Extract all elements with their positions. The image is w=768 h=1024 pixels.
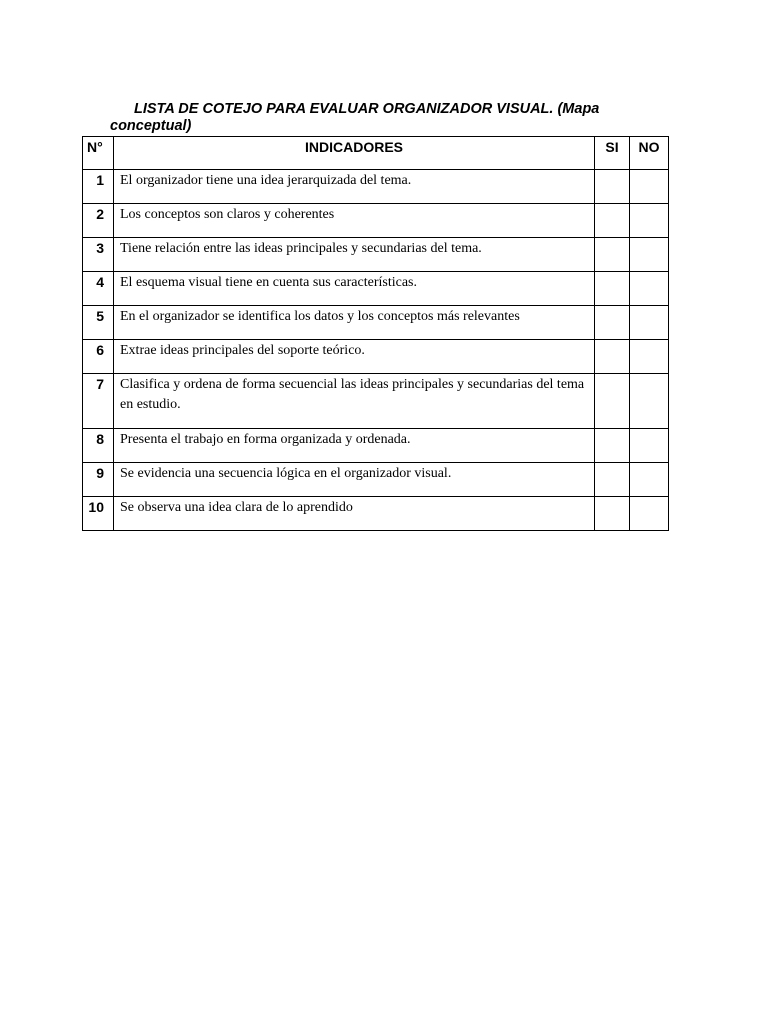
yes-checkbox-cell[interactable]: [595, 429, 630, 463]
table-row: [83, 463, 669, 497]
no-checkbox-cell[interactable]: [630, 497, 669, 531]
header-number: N°: [83, 137, 114, 170]
yes-checkbox-cell[interactable]: [595, 272, 630, 306]
row-number: 8: [83, 429, 114, 463]
no-checkbox-cell[interactable]: [630, 463, 669, 497]
table-row: [83, 170, 669, 204]
no-checkbox-cell[interactable]: [630, 204, 669, 238]
yes-checkbox-cell[interactable]: [595, 204, 630, 238]
row-number: 6: [83, 340, 114, 374]
row-indicator: Presenta el trabajo en forma organizada y ordenada.: [114, 429, 595, 463]
row-indicator: En el organizador se identifica los datos y los conceptos más relevantes: [114, 306, 595, 340]
table-row: [83, 374, 669, 429]
table-row: [83, 306, 669, 340]
table-row: [83, 340, 669, 374]
row-number: 3: [83, 238, 114, 272]
no-checkbox-cell[interactable]: [630, 306, 669, 340]
checklist-table: [82, 136, 669, 531]
table-row: [83, 429, 669, 463]
row-indicator: Se observa una idea clara de lo aprendido: [114, 497, 595, 531]
no-checkbox-cell[interactable]: [630, 170, 669, 204]
no-checkbox-cell[interactable]: [630, 374, 669, 429]
yes-checkbox-cell[interactable]: [595, 374, 630, 429]
header-no: NO: [630, 137, 669, 170]
yes-checkbox-cell[interactable]: [595, 238, 630, 272]
yes-checkbox-cell[interactable]: [595, 170, 630, 204]
row-number: 10: [83, 497, 114, 531]
document-title: LISTA DE COTEJO PARA EVALUAR ORGANIZADOR VISUAL. (Mapa conceptual): [110, 101, 600, 134]
header-yes: SI: [595, 137, 630, 170]
no-checkbox-cell[interactable]: [630, 238, 669, 272]
row-indicator: El esquema visual tiene en cuenta sus características.: [114, 272, 595, 306]
row-indicator: El organizador tiene una idea jerarquizada del tema.: [114, 170, 595, 204]
row-indicator: Se evidencia una secuencia lógica en el organizador visual.: [114, 463, 595, 497]
yes-checkbox-cell[interactable]: [595, 463, 630, 497]
row-number: 4: [83, 272, 114, 306]
no-checkbox-cell[interactable]: [630, 340, 669, 374]
table-row: [83, 204, 669, 238]
row-number: 5: [83, 306, 114, 340]
yes-checkbox-cell[interactable]: [595, 306, 630, 340]
yes-checkbox-cell[interactable]: [595, 497, 630, 531]
no-checkbox-cell[interactable]: [630, 272, 669, 306]
table-row: [83, 272, 669, 306]
row-indicator: Tiene relación entre las ideas principales y secundarias del tema.: [114, 238, 595, 272]
no-checkbox-cell[interactable]: [630, 429, 669, 463]
row-indicator: Clasifica y ordena de forma secuencial las ideas principales y secundarias del tema en estudio.: [114, 374, 595, 429]
table-row: [83, 238, 669, 272]
row-indicator: Los conceptos son claros y coherentes: [114, 204, 595, 238]
row-indicator: Extrae ideas principales del soporte teórico.: [114, 340, 595, 374]
table-row: [83, 497, 669, 531]
table-header-row: [83, 137, 669, 170]
row-number: 1: [83, 170, 114, 204]
row-number: 2: [83, 204, 114, 238]
header-indicators: INDICADORES: [114, 137, 595, 170]
yes-checkbox-cell[interactable]: [595, 340, 630, 374]
row-number: 9: [83, 463, 114, 497]
row-number: 7: [83, 374, 114, 429]
